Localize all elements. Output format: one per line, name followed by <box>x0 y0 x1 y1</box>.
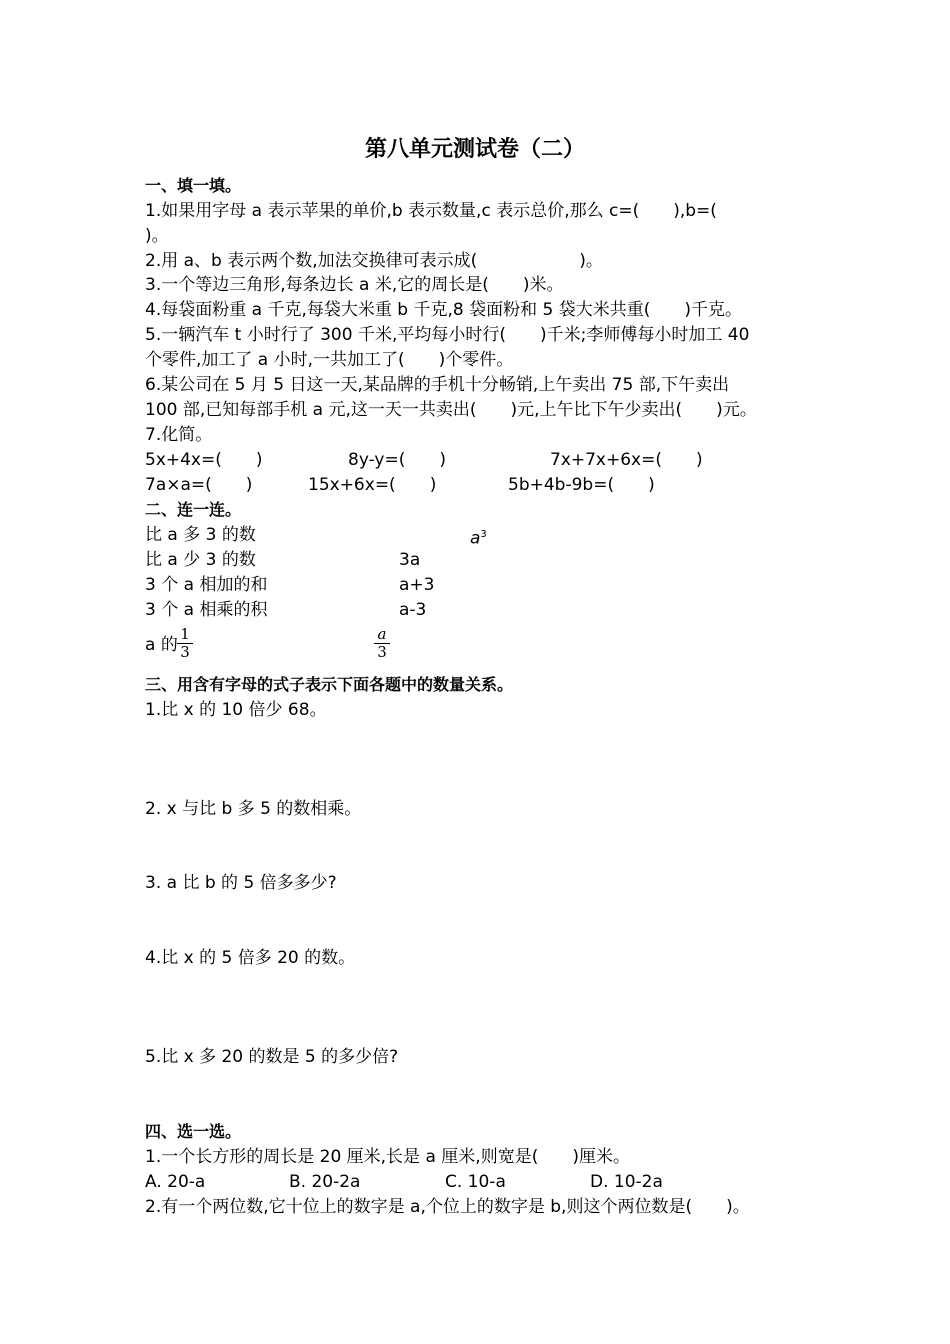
q3-line: 3.一个等边三角形,每条边长 a 米,它的周长是( )米。 <box>145 275 564 295</box>
match-right-1-exponent: 3 <box>480 529 487 540</box>
simplify-item-5: 15x+6x=( ) <box>308 475 437 495</box>
q1-line-2: )。 <box>145 226 169 246</box>
simplify-item-2: 8y-y=( ) <box>348 450 446 470</box>
expr-question-5: 5.比 x 多 20 的数是 5 的多少倍? <box>145 1047 399 1067</box>
match-left-1: 比 a 多 3 的数 <box>145 525 256 545</box>
match-left-3: 3 个 a 相加的和 <box>145 575 268 595</box>
fraction-a-numerator: a <box>374 626 390 644</box>
simplify-item-3: 7x+7x+6x=( ) <box>550 450 703 470</box>
expr-question-4: 4.比 x 的 5 倍多 20 的数。 <box>145 948 356 968</box>
match-left-2: 比 a 少 3 的数 <box>145 550 256 570</box>
match-right-2: 3a <box>399 550 421 570</box>
fraction-numerator: 1 <box>177 626 193 644</box>
section-3-heading: 三、用含有字母的式子表示下面各题中的数量关系。 <box>145 675 514 694</box>
simplify-item-1: 5x+4x=( ) <box>145 450 263 470</box>
choice-option-a: A. 20-a <box>145 1172 206 1192</box>
fraction-a-over-3 <box>374 626 390 661</box>
match-left-5: a 的 <box>145 635 178 655</box>
choice-option-d: D. 10-2a <box>590 1172 663 1192</box>
simplify-item-4: 7a×a=( ) <box>145 475 253 495</box>
match-right-3: a+3 <box>399 575 435 595</box>
q2-line: 2.用 a、b 表示两个数,加法交换律可表示成( )。 <box>145 251 603 271</box>
expr-question-1: 1.比 x 的 10 倍少 68。 <box>145 700 327 720</box>
match-right-4: a-3 <box>399 600 427 620</box>
match-right-1-base: a <box>470 528 481 549</box>
q5-line-2: 个零件,加工了 a 小时,一共加工了( )个零件。 <box>145 350 514 370</box>
section-4-heading: 四、选一选。 <box>145 1122 242 1141</box>
expr-question-2: 2. x 与比 b 多 5 的数相乘。 <box>145 799 362 819</box>
page-title: 第八单元测试卷（二） <box>364 136 585 162</box>
simplify-item-6: 5b+4b-9b=( ) <box>508 475 655 495</box>
q7-line: 7.化简。 <box>145 425 213 445</box>
fraction-a-denominator: 3 <box>377 643 387 661</box>
choice-option-c: C. 10-a <box>445 1172 506 1192</box>
choice-question-1: 1.一个长方形的周长是 20 厘米,长是 a 厘米,则宽是( )厘米。 <box>145 1147 630 1167</box>
choice-question-2: 2.有一个两位数,它十位上的数字是 a,个位上的数字是 b,则这个两位数是( )。 <box>145 1197 750 1217</box>
q6-line-2: 100 部,已知每部手机 a 元,这一天一共卖出( )元,上午比下午少卖出( )元。 <box>145 400 757 420</box>
q1-line-1: 1.如果用字母 a 表示苹果的单价,b 表示数量,c 表示总价,那么 c=( ),b=( <box>145 201 717 221</box>
q6-line-1: 6.某公司在 5 月 5 日这一天,某品牌的手机十分畅销,上午卖出 75 部,下午卖出 <box>145 375 730 395</box>
match-left-4: 3 个 a 相乘的积 <box>145 600 268 620</box>
q5-line-1: 5.一辆汽车 t 小时行了 300 千米,平均每小时行( )千米;李师傅每小时加工 40 <box>145 325 750 345</box>
choice-option-b: B. 20-2a <box>289 1172 361 1192</box>
section-1-heading: 一、填一填。 <box>145 176 242 195</box>
match-right-1 <box>470 524 487 550</box>
section-2-heading: 二、连一连。 <box>145 500 242 519</box>
expr-question-3: 3. a 比 b 的 5 倍多多少? <box>145 873 337 893</box>
fraction-denominator: 3 <box>180 643 190 661</box>
fraction-one-third <box>177 626 193 661</box>
q4-line: 4.每袋面粉重 a 千克,每袋大米重 b 千克,8 袋面粉和 5 袋大米共重( )千克。 <box>145 300 742 320</box>
